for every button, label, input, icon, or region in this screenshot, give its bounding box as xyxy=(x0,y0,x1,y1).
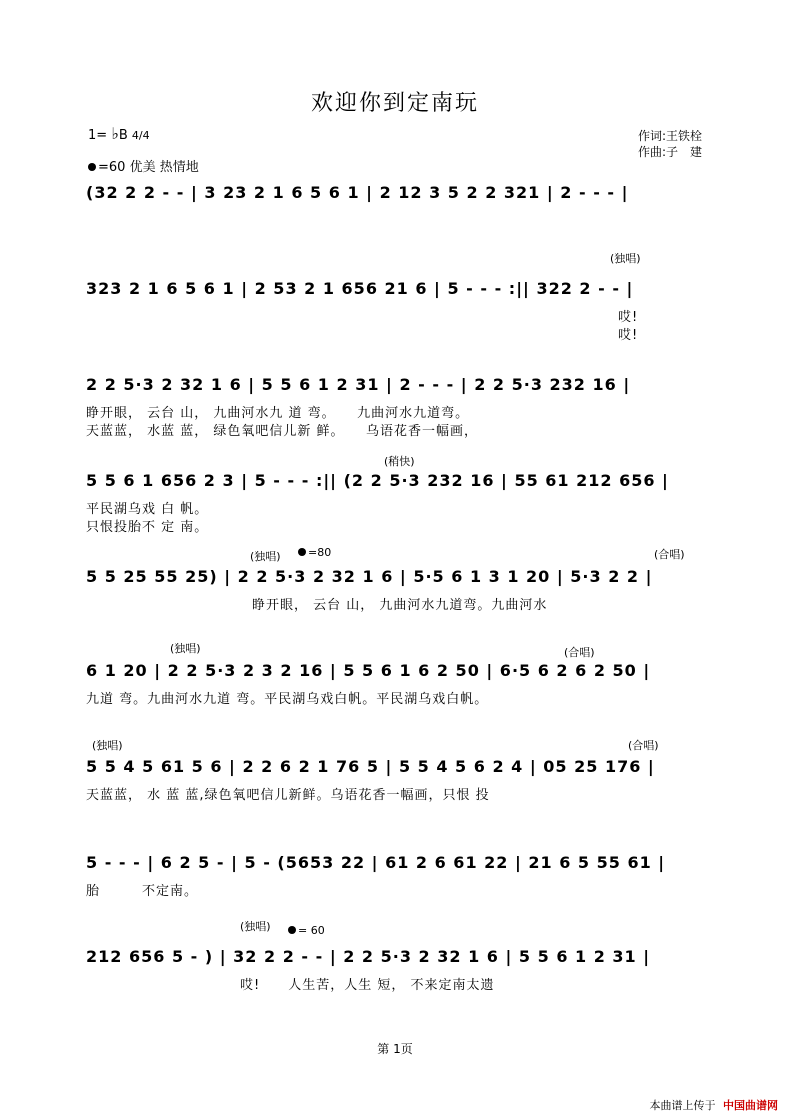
composer-credit: 作曲:子 建 xyxy=(638,145,703,159)
key-prefix: 1= xyxy=(88,128,108,143)
lyric-line: 睁开眼， 云台 山， 九曲河水九 道 弯。 九曲河水九道弯。 xyxy=(86,406,470,421)
solo-mark: (独唱) xyxy=(610,252,641,265)
score-line-2: 323 2 1 6 5 6 1 | 2 53 2 1 656 21 6 | 5 - - - :|| 322 2 - - | xyxy=(86,279,634,298)
tempo-change-mark: (稍快) xyxy=(384,455,415,468)
score-line-4: 5 5 6 1 656 2 3 | 5 - - - :|| (2 2 5·3 232 16 | 55 61 212 656 | xyxy=(86,471,669,490)
tempo-marking xyxy=(88,156,199,175)
lyric-line: 哎! xyxy=(618,328,639,343)
lyric-line: 只恨投胎不 定 南。 xyxy=(86,520,209,535)
quarter-note-icon xyxy=(88,163,96,171)
flat-symbol: ♭ xyxy=(111,124,119,143)
chorus-mark: (合唱) xyxy=(654,548,685,561)
score-line-6: 6 1 20 | 2 2 5·3 2 3 2 16 | 5 5 6 1 6 2 50 | 6·5 6 2 6 2 50 | xyxy=(86,661,651,680)
score-line-1: (32 2 2 - - | 3 23 2 1 6 5 6 1 | 2 12 3 5 2 2 321 | 2 - - - | xyxy=(86,183,629,202)
lyric-line: 天蓝蓝， 水 蓝 蓝,绿色氧吧信儿新鲜。乌语花香一幅画，只恨 投 xyxy=(86,788,490,803)
score-line-7: 5 5 4 5 61 5 6 | 2 2 6 2 1 76 5 | 5 5 4 5 6 2 4 | 05 25 176 | xyxy=(86,757,655,776)
chorus-mark: (合唱) xyxy=(628,739,659,752)
lyric-line: 哎! xyxy=(618,310,639,325)
chorus-mark: (合唱) xyxy=(564,646,595,659)
solo-mark: (独唱) xyxy=(92,739,123,752)
page-number: 第 1页 xyxy=(377,1042,413,1056)
tempo-style: 优美 热情地 xyxy=(129,160,199,175)
quarter-note-icon xyxy=(288,926,296,934)
score-line-8: 5 - - - | 6 2 5 - | 5 - (5653 22 | 61 2 6 61 22 | 21 6 5 55 61 | xyxy=(86,853,666,872)
key-note: B xyxy=(118,128,128,143)
lyricist-credit: 作词:王铁栓 xyxy=(638,129,703,143)
lyric-line: 天蓝蓝， 水蓝 蓝， 绿色氧吧信儿新 鲜。 乌语花香一幅画， xyxy=(86,424,479,439)
lyric-line: 胎 不定南。 xyxy=(86,884,199,899)
tempo-mark xyxy=(298,546,331,559)
score-line-9: 212 656 5 - ) | 32 2 2 - - | 2 2 5·3 2 32 1 6 | 5 5 6 1 2 31 | xyxy=(86,947,651,966)
lyric-line: 九道 弯。九曲河水九道 弯。平民湖乌戏白帆。平民湖乌戏白帆。 xyxy=(86,692,489,707)
solo-mark: (独唱) xyxy=(250,550,281,563)
score-line-3: 2 2 5·3 2 32 1 6 | 5 5 6 1 2 31 | 2 - - - | 2 2 5·3 232 16 | xyxy=(86,375,631,394)
lyric-line: 睁开眼， 云台 山， 九曲河水九道弯。九曲河水 xyxy=(252,598,548,613)
footer-text: 本曲谱上传于 xyxy=(649,1099,716,1112)
tempo-bpm: =60 xyxy=(98,160,126,175)
footer xyxy=(650,1097,779,1113)
tempo-mark xyxy=(288,924,325,937)
lyric-line: 平民湖乌戏 白 帆。 xyxy=(86,502,209,517)
score-line-5: 5 5 25 55 25) | 2 2 5·3 2 32 1 6 | 5·5 6 1 3 1 20 | 5·3 2 2 | xyxy=(86,567,653,586)
song-title: 欢迎你到定南玩 xyxy=(310,91,479,116)
lyric-line: 哎! 人生苦，人生 短， 不来定南太遗 xyxy=(240,978,495,993)
solo-mark: (独唱) xyxy=(240,920,271,933)
solo-mark: (独唱) xyxy=(170,642,201,655)
brand-logo: 中国曲谱网 xyxy=(723,1099,778,1112)
tempo-value: = 60 xyxy=(298,924,325,937)
time-signature: 4/4 xyxy=(131,129,150,142)
quarter-note-icon xyxy=(298,548,306,556)
tempo-value: =80 xyxy=(308,546,332,559)
key-signature xyxy=(88,124,150,143)
